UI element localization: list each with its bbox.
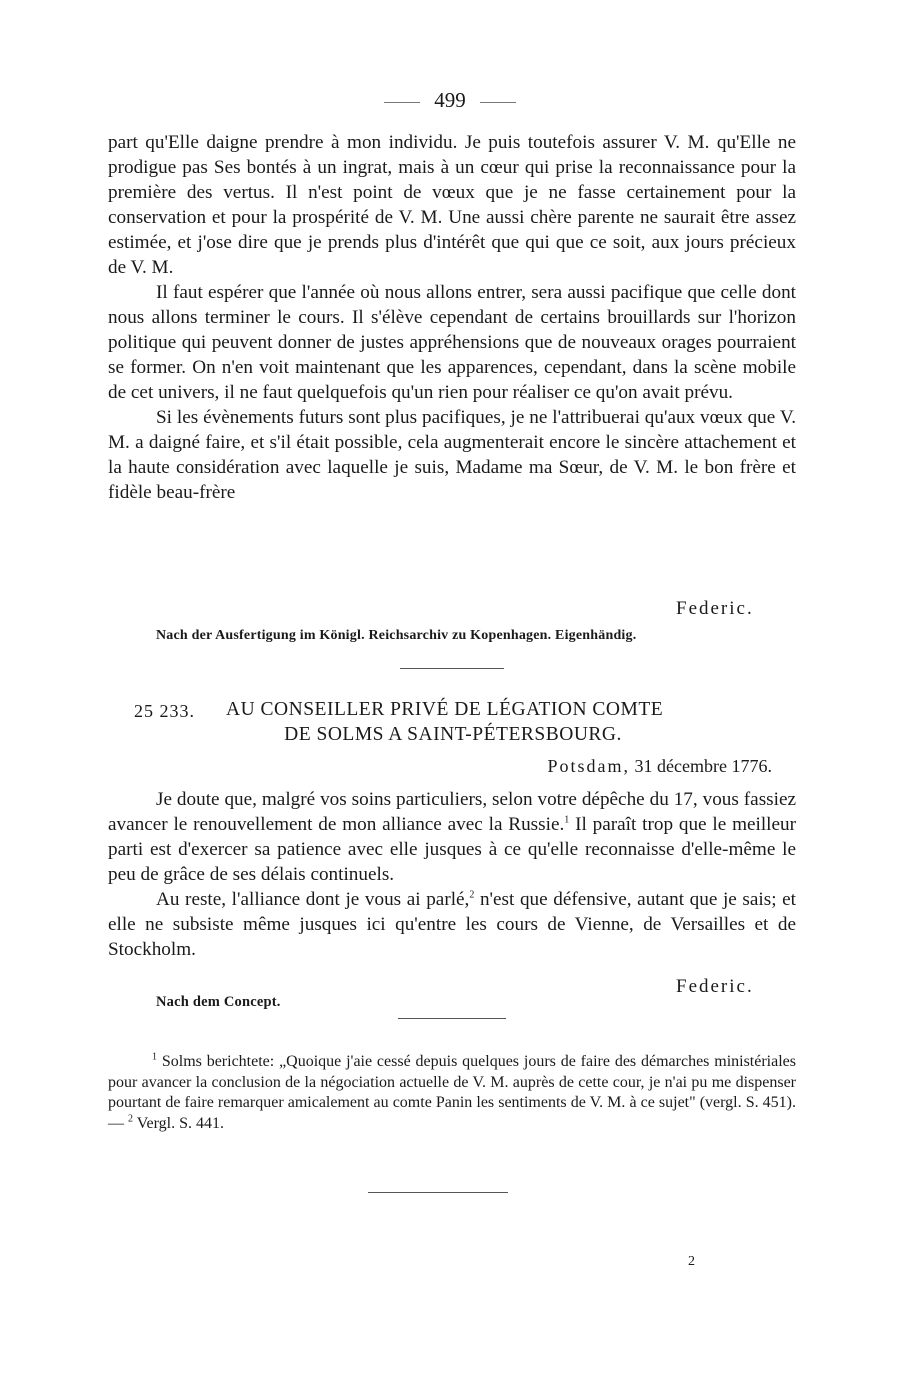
letter-2-dateline — [548, 756, 772, 777]
footnote-ref-2: 2 — [469, 889, 475, 901]
letter-2-paragraph-1-text: Je doute que, malgré vos soins particuliers, selon votre dépêche du 17, vous fassiez avancer le renouvellement de mon alliance avec la Russie. — [108, 789, 796, 835]
page-number-header — [0, 88, 900, 113]
footnote-mark-2: 2 — [128, 1113, 133, 1125]
letter-1-source-note: Nach der Ausfertigung im Königl. Reichsarchiv zu Kopenhagen. Eigenhändig. — [156, 628, 637, 643]
letter-1-signature: Federic. — [676, 598, 754, 619]
footnote-block — [108, 1052, 796, 1134]
section-divider — [400, 668, 504, 669]
letter-2-paragraph-1-continued: Il paraît trop que le meilleur parti est d'exercer sa patience avec elle jusques à ce qu'elle reconnaisse d'elle-même le peu de grâce de ses délais continuels. — [108, 814, 796, 885]
footnote-1-text: Solms berichtete: „Quoique j'aie cessé depuis quelques jours de faire des démarches ministériales pour avancer la conclusion de la négociation actuelle de V. M. auprès de cette cour, je n'ai pu me dispenser pourtant de faire remarquer amicalement au comte Panin les sentiments de V. M. à ce sujet" (vergl. S. 451). — — [108, 1053, 796, 1132]
letter-1-paragraph-2: Il faut espérer que l'année où nous allons entrer, sera aussi pacifique que celle dont nous allons terminer le cours. Il s'élève cependant de certains brouillards sur l'horizon politique qui peuvent donner de justes appréhensions que de nouveaux orages pourraient se former. On n'en voit maintenant que les apparences, cependant, dans la scène mobile de cet univers, il ne faut quelquefois qu'un rien pour réaliser ce qu'on avait prévu. — [108, 282, 796, 403]
letter-2-paragraph-2-text: Au reste, l'alliance dont je vous ai parlé, — [156, 889, 470, 910]
letter-2-place: Potsdam, — [547, 756, 631, 776]
letter-1-paragraph-3: Si les évènements futurs sont plus pacifiques, je ne l'attribuerai qu'aux vœux que V. M. a daigné faire, et s'il était possible, cela augmenterait encore le sincère attachement et la haute considération avec laquelle je suis, Madame ma Sœur, de V. M. le bon frère et fidèle beau-frère — [108, 407, 796, 503]
page-end-rule — [368, 1192, 508, 1193]
signature-mark: 2 — [688, 1254, 695, 1269]
header-rule-right — [480, 102, 516, 103]
letter-1-paragraph-1: part qu'Elle daigne prendre à mon individu. Je puis toutefois assurer V. M. qu'Elle ne prodigue pas Ses bontés à un ingrat, mais à un cœur qui prise la reconnaissance pour la première des vertus. Il n'est point de vœux que je ne fasse certainement pour la conservation et pour la prospérité de V. M. Une aussi chère parente ne saurait être assez estimée, et j'ose dire que je prends plus d'intérêt que qui que ce soit, aux jours précieux de V. M. — [108, 132, 796, 278]
letter-1-body — [108, 130, 796, 505]
letter-2-paragraph-1 — [108, 787, 796, 887]
footnotes — [108, 1052, 796, 1134]
footnote-2-text: Vergl. S. 441. — [133, 1114, 224, 1132]
letter-2-title-line-1: AU CONSEILLER PRIVÉ DE LÉGATION COMTE — [226, 699, 664, 720]
letter-2-source-note: Nach dem Concept. — [156, 994, 281, 1010]
letter-2-body — [108, 787, 796, 962]
page-number: 499 — [434, 88, 466, 112]
footnote-ref-1: 1 — [564, 814, 570, 826]
letter-2-paragraph-2 — [108, 887, 796, 962]
letter-2-signature: Federic. — [676, 976, 754, 997]
letter-2-date: 31 décembre 1776. — [634, 756, 772, 776]
letter-2-heading — [108, 697, 798, 749]
footnote-mark-1: 1 — [152, 1051, 157, 1063]
letter-2-title-line-2: DE SOLMS A SAINT-PÉTERSBOURG. — [284, 724, 622, 745]
header-rule-left — [384, 102, 420, 103]
letter-2-paragraph-2-continued: n'est que défensive, autant que je sais; et elle ne subsiste même jusques ici qu'entre les cours de Vienne, de Versailles et de Stockholm. — [108, 889, 796, 960]
footnote-divider — [398, 1018, 506, 1019]
letter-number: 25 233. — [134, 701, 195, 721]
